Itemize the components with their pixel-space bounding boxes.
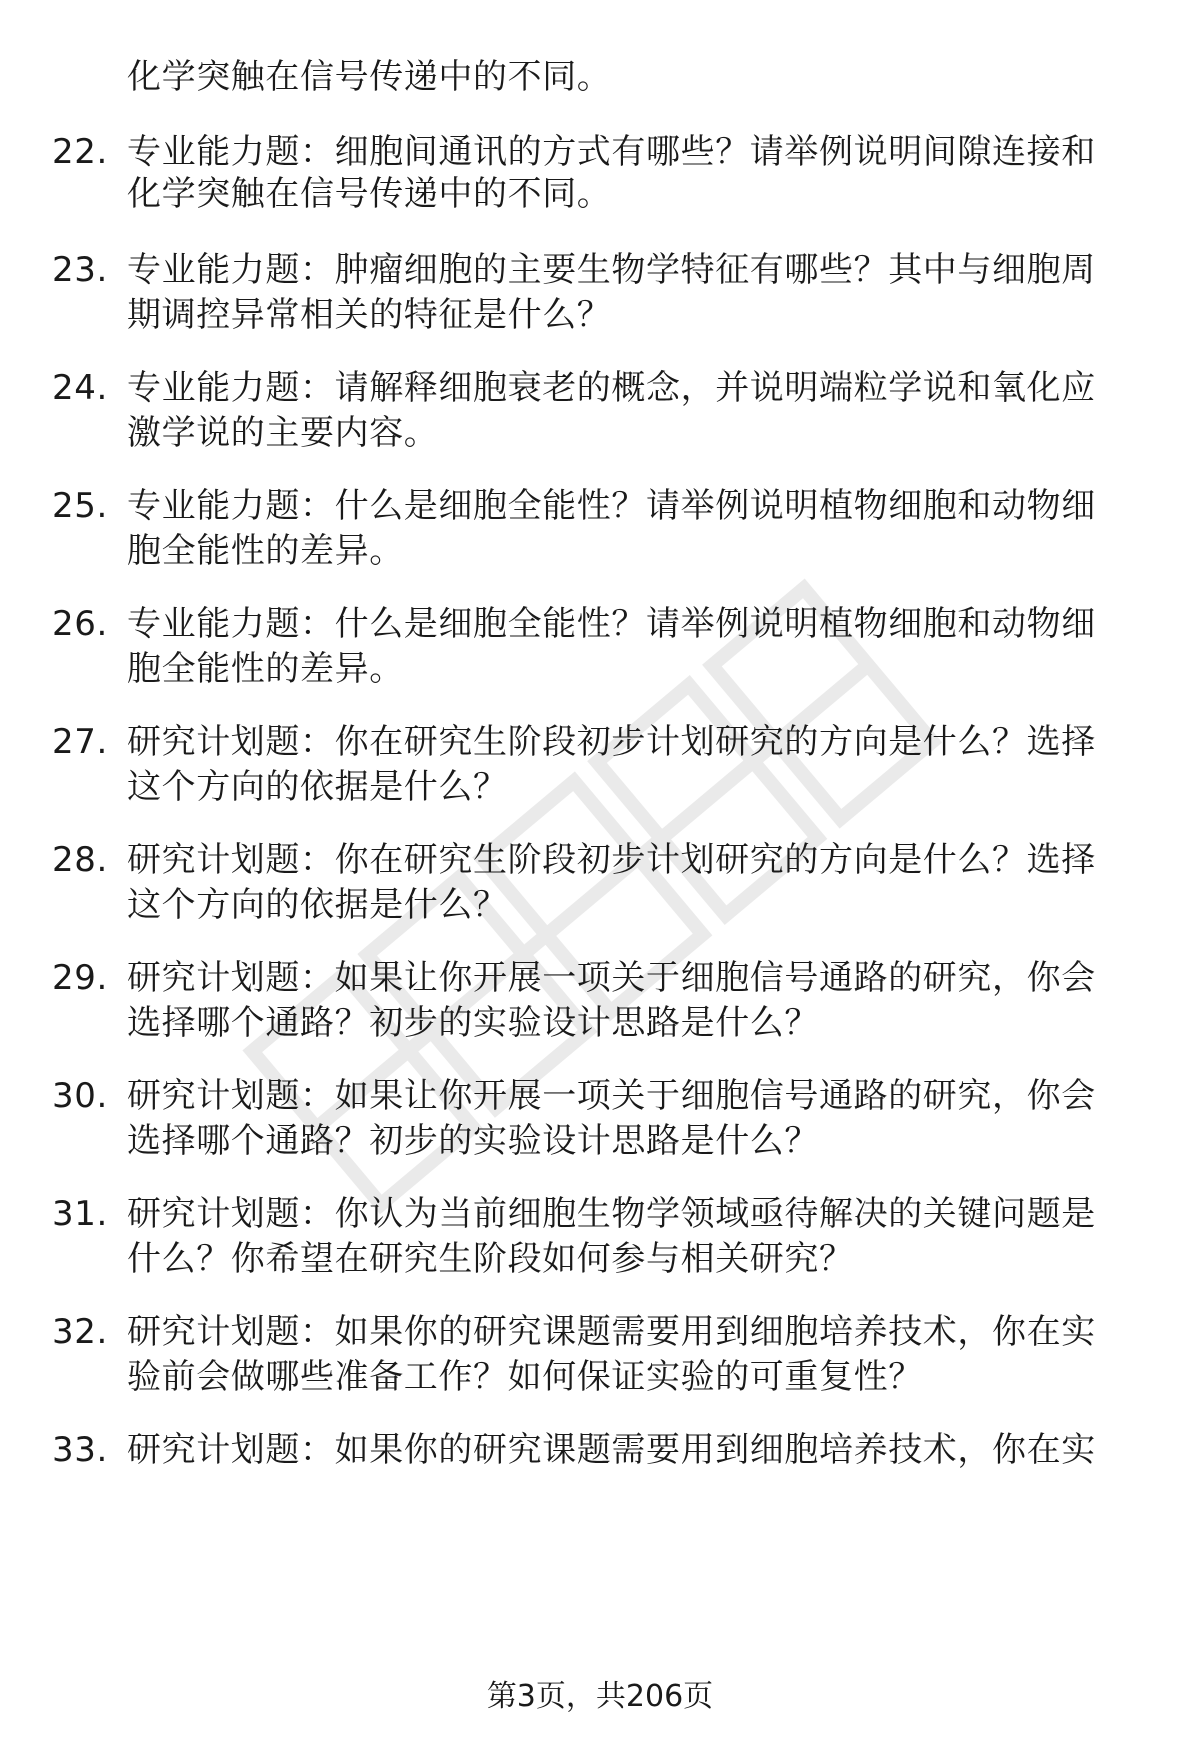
item-32-line-2: 验前会做哪些准备工作？如何保证实验的可重复性？ xyxy=(127,1357,923,1397)
item-29-line-1: 研究计划题：如果让你开展一项关于细胞信号通路的研究，你会 xyxy=(127,958,1096,998)
page-footer: 第3页，共206页 xyxy=(486,1679,714,1714)
item-number: 26. xyxy=(52,604,108,644)
item-26-line-1: 专业能力题：什么是细胞全能性？请举例说明植物细胞和动物细 xyxy=(127,604,1096,644)
item-27-line-1: 研究计划题：你在研究生阶段初步计划研究的方向是什么？选择 xyxy=(127,722,1096,762)
item-30-line-2: 选择哪个通路？初步的实验设计思路是什么？ xyxy=(127,1121,819,1161)
item-number: 33. xyxy=(52,1430,108,1470)
item-29-line-2: 选择哪个通路？初步的实验设计思路是什么？ xyxy=(127,1003,819,1043)
item-number: 30. xyxy=(52,1076,108,1116)
item-25-line-1: 专业能力题：什么是细胞全能性？请举例说明植物细胞和动物细 xyxy=(127,486,1096,526)
item-33-line-1: 研究计划题：如果你的研究课题需要用到细胞培养技术，你在实 xyxy=(127,1430,1096,1470)
item-32-line-1: 研究计划题：如果你的研究课题需要用到细胞培养技术，你在实 xyxy=(127,1312,1096,1352)
item-number: 31. xyxy=(52,1194,108,1234)
item-number: 32. xyxy=(52,1312,108,1352)
item-number: 28. xyxy=(52,840,108,880)
item-22-line-1: 专业能力题：细胞间通讯的方式有哪些？请举例说明间隙连接和 xyxy=(127,132,1096,172)
item-21-continuation: 化学突触在信号传递中的不同。 xyxy=(127,57,612,97)
item-23-line-1: 专业能力题：肿瘤细胞的主要生物学特征有哪些？其中与细胞周 xyxy=(127,250,1096,290)
item-number: 24. xyxy=(52,368,108,408)
item-number: 22. xyxy=(52,132,108,172)
item-23-line-2: 期调控异常相关的特征是什么？ xyxy=(127,295,612,335)
item-number: 25. xyxy=(52,486,108,526)
item-number: 23. xyxy=(52,250,108,290)
item-31-line-2: 什么？你希望在研究生阶段如何参与相关研究？ xyxy=(127,1239,854,1279)
item-22-line-2: 化学突触在信号传递中的不同。 xyxy=(127,174,612,214)
item-24-line-2: 激学说的主要内容。 xyxy=(127,413,439,453)
item-number: 27. xyxy=(52,722,108,762)
item-25-line-2: 胞全能性的差异。 xyxy=(127,531,404,571)
item-28-line-1: 研究计划题：你在研究生阶段初步计划研究的方向是什么？选择 xyxy=(127,840,1096,880)
item-31-line-1: 研究计划题：你认为当前细胞生物学领域亟待解决的关键问题是 xyxy=(127,1194,1096,1234)
item-26-line-2: 胞全能性的差异。 xyxy=(127,649,404,689)
item-28-line-2: 这个方向的依据是什么？ xyxy=(127,885,508,925)
item-30-line-1: 研究计划题：如果让你开展一项关于细胞信号通路的研究，你会 xyxy=(127,1076,1096,1116)
item-number: 29. xyxy=(52,958,108,998)
item-27-line-2: 这个方向的依据是什么？ xyxy=(127,767,508,807)
item-24-line-1: 专业能力题：请解释细胞衰老的概念，并说明端粒学说和氧化应 xyxy=(127,368,1096,408)
